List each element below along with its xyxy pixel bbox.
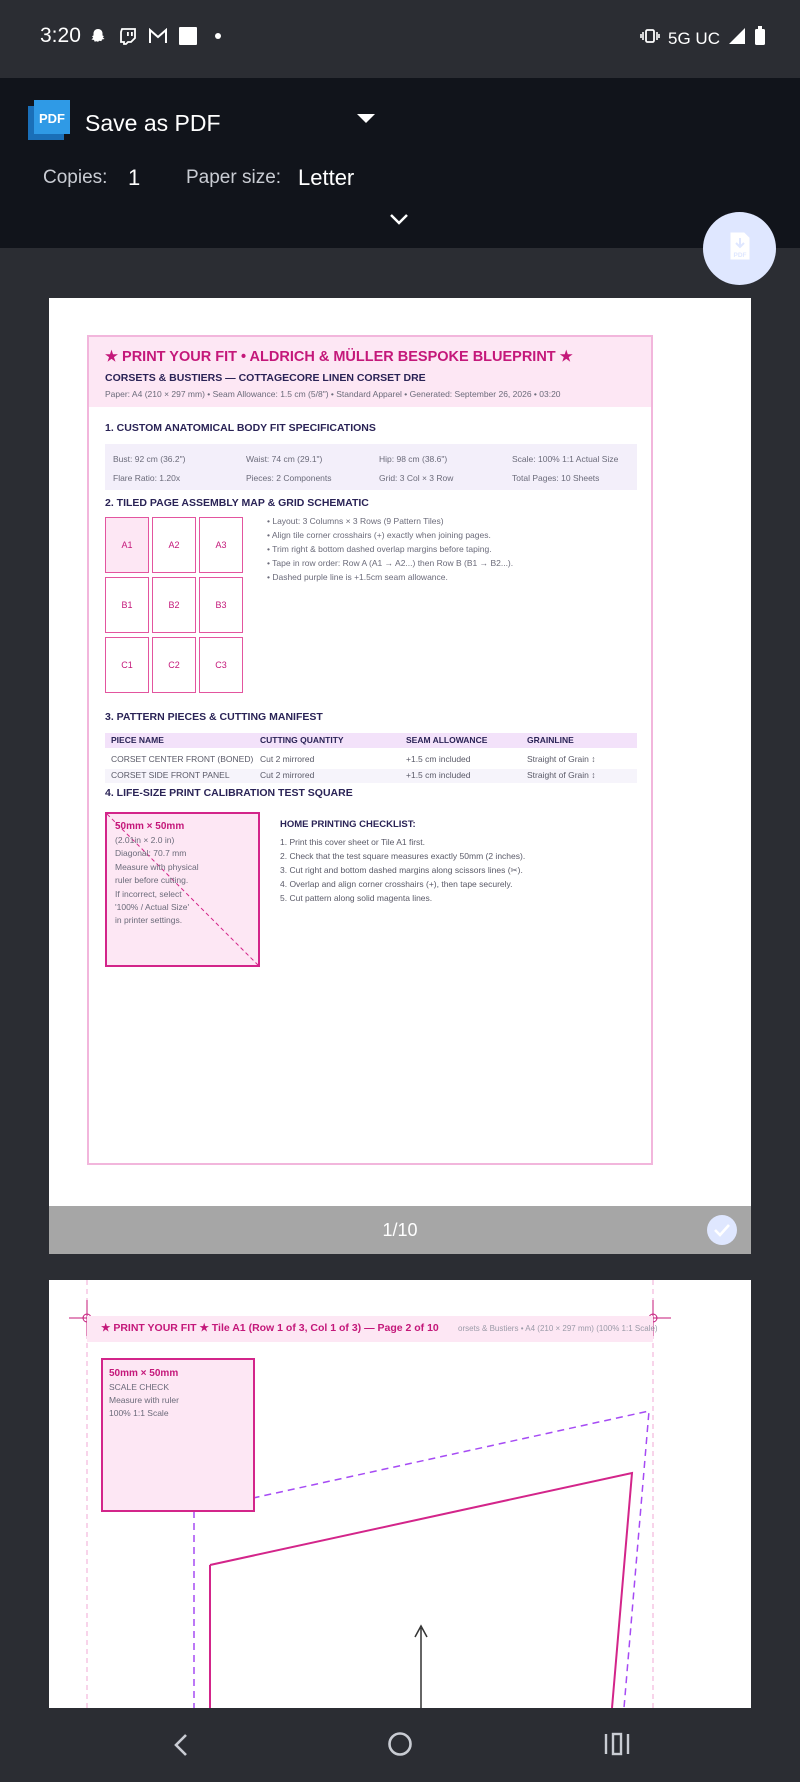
table-cell: +1.5 cm included <box>406 754 471 764</box>
table-cell: Cut 2 mirrored <box>260 770 315 780</box>
scale-check-box <box>101 1358 255 1512</box>
spec-waist: Waist: 74 cm (29.1") <box>246 454 323 464</box>
blueprint-cover-sheet <box>87 335 653 1165</box>
assembly-tip: • Align tile corner crosshairs (+) exactly when joining pages. <box>267 530 491 540</box>
page-preview-2[interactable] <box>49 1280 751 1708</box>
spec-box <box>105 444 637 490</box>
vibrate-icon <box>640 28 660 49</box>
calibration-line: Diagonal: 70.7 mm <box>115 848 187 858</box>
twitch-icon <box>118 26 138 46</box>
copies-input[interactable]: 1 <box>128 165 141 190</box>
checklist-item: 3. Cut right and bottom dashed margins along scissors lines (✂). <box>280 865 523 875</box>
notification-icons <box>88 26 228 46</box>
checklist-item: 1. Print this cover sheet or Tile A1 first. <box>280 837 426 847</box>
assembly-tip: • Layout: 3 Columns × 3 Rows (9 Pattern Tiles) <box>267 516 444 526</box>
tile-c1: C1 <box>105 637 149 693</box>
table-cell: +1.5 cm included <box>406 770 471 780</box>
tile-c2: C2 <box>152 637 196 693</box>
spec-scale: Scale: 100% 1:1 Actual Size <box>512 454 619 464</box>
pdf-download-icon <box>725 231 755 266</box>
status-right <box>640 26 766 51</box>
network-type: 5G UC <box>668 28 720 48</box>
destination-dropdown-icon[interactable] <box>357 114 375 123</box>
copies-label: Copies: <box>43 167 108 188</box>
table-header-cell: GRAINLINE <box>527 735 574 745</box>
sheet-header <box>89 337 651 407</box>
spec-hip: Hip: 98 cm (38.6") <box>379 454 448 464</box>
table-cell: CORSET SIDE FRONT PANEL <box>111 770 230 780</box>
tile-a1: A1 <box>105 517 149 573</box>
scale-check-line: Measure with ruler <box>109 1395 179 1405</box>
tile-b3: B3 <box>199 577 243 633</box>
calibration-line: ruler before cutting. <box>115 875 189 885</box>
section-heading-3: 3. PATTERN PIECES & CUTTING MANIFEST <box>105 711 323 723</box>
assembly-tip: • Dashed purple line is +1.5cm seam allowance. <box>267 572 448 582</box>
tile-c3: C3 <box>199 637 243 693</box>
table-header-cell: PIECE NAME <box>111 735 164 745</box>
home-icon[interactable] <box>387 1731 413 1762</box>
page-selected-check-icon[interactable] <box>707 1215 737 1245</box>
page-indicator-bar[interactable] <box>49 1206 751 1254</box>
destination-select[interactable]: Save as PDF <box>85 110 221 136</box>
table-cell: Straight of Grain ↕ <box>527 754 596 764</box>
tile-b2: B2 <box>152 577 196 633</box>
tile-title: ★ PRINT YOUR FIT ★ Tile A1 (Row 1 of 3, Col 1 of 3) — Page 2 of 10 <box>101 1322 439 1334</box>
table-cell: CORSET CENTER FRONT (BONED) <box>111 754 254 764</box>
tile-b1: B1 <box>105 577 149 633</box>
navigation-bar <box>0 1708 800 1782</box>
assembly-tip: • Tape in row order: Row A (A1 → A2...) then Row B (B1 → B2...). <box>267 558 514 568</box>
back-icon[interactable] <box>170 1732 194 1763</box>
checklist-title: HOME PRINTING CHECKLIST: <box>280 819 416 830</box>
tile-header <box>87 1316 658 1342</box>
page-preview-1[interactable] <box>49 298 751 1206</box>
scale-check-line: SCALE CHECK <box>109 1382 169 1392</box>
expand-options-icon[interactable] <box>388 212 410 226</box>
tile-a3: A3 <box>199 517 243 573</box>
battery-icon <box>754 26 766 51</box>
calibration-line: Measure with physical <box>115 862 199 872</box>
calibration-line: (2.01in × 2.0 in) <box>115 835 175 845</box>
table-header <box>105 733 637 748</box>
sheet-meta: Paper: A4 (210 × 297 mm) • Seam Allowance: 1.5 cm (5/8") • Standard Apparel • Generated: September 26, 2026 • 03:20 <box>105 389 561 399</box>
signal-icon <box>728 27 746 50</box>
checklist-item: 4. Overlap and align corner crosshairs (+), then tape securely. <box>280 879 513 889</box>
spec-pieces: Pieces: 2 Components <box>246 473 332 483</box>
calibration-line: '100% / Actual Size' <box>115 902 190 912</box>
table-header-cell: SEAM ALLOWANCE <box>406 735 488 745</box>
recents-icon[interactable] <box>603 1732 631 1761</box>
table-cell: Cut 2 mirrored <box>260 754 315 764</box>
checklist-item: 5. Cut pattern along solid magenta lines. <box>280 893 433 903</box>
table-header-cell: CUTTING QUANTITY <box>260 735 344 745</box>
paper-size-label: Paper size: <box>186 167 282 188</box>
assembly-tip: • Trim right & bottom dashed overlap margins before taping. <box>267 544 492 554</box>
svg-text:PDF: PDF <box>733 252 746 259</box>
status-time: 3:20 <box>40 24 81 47</box>
table-cell: Straight of Grain ↕ <box>527 770 596 780</box>
checklist-item: 2. Check that the test square measures exactly 50mm (2 inches). <box>280 851 526 861</box>
download-pdf-button[interactable] <box>703 212 776 285</box>
status-bar <box>0 0 800 78</box>
square-notification-icon <box>178 26 198 46</box>
spec-grid: Grid: 3 Col × 3 Row <box>379 473 454 483</box>
spec-bust: Bust: 92 cm (36.2") <box>113 454 186 464</box>
spec-total: Total Pages: 10 Sheets <box>512 473 600 483</box>
section-heading-2: 2. TILED PAGE ASSEMBLY MAP & GRID SCHEMATIC <box>105 497 369 509</box>
calibration-size: 50mm × 50mm <box>115 821 185 832</box>
section-heading-4: 4. LIFE-SIZE PRINT CALIBRATION TEST SQUARE <box>105 787 353 799</box>
tile-a2: A2 <box>152 517 196 573</box>
tile-meta: orsets & Bustiers • A4 (210 × 297 mm) (100% 1:1 Scale) <box>458 1324 658 1333</box>
spec-flare: Flare Ratio: 1.20x <box>113 473 181 483</box>
pdf-icon <box>28 100 70 140</box>
sheet-title: ★ PRINT YOUR FIT • ALDRICH & MÜLLER BESPOKE BLUEPRINT ★ <box>105 349 573 365</box>
gmail-icon <box>148 26 168 46</box>
scale-check-line: 100% 1:1 Scale <box>109 1408 169 1418</box>
snapchat-icon <box>88 26 108 46</box>
svg-text:PDF: PDF <box>39 111 65 126</box>
page-number: 1/10 <box>382 1220 418 1240</box>
scale-check-size: 50mm × 50mm <box>109 1368 179 1379</box>
calibration-square <box>105 812 260 967</box>
calibration-line: If incorrect, select <box>115 889 182 899</box>
dot-icon <box>208 26 228 46</box>
calibration-line: in printer settings. <box>115 915 183 925</box>
sheet-subtitle: CORSETS & BUSTIERS — COTTAGECORE LINEN CORSET DRE <box>105 372 426 384</box>
section-heading-1: 1. CUSTOM ANATOMICAL BODY FIT SPECIFICATIONS <box>105 422 376 434</box>
paper-size-select[interactable]: Letter <box>298 165 355 190</box>
